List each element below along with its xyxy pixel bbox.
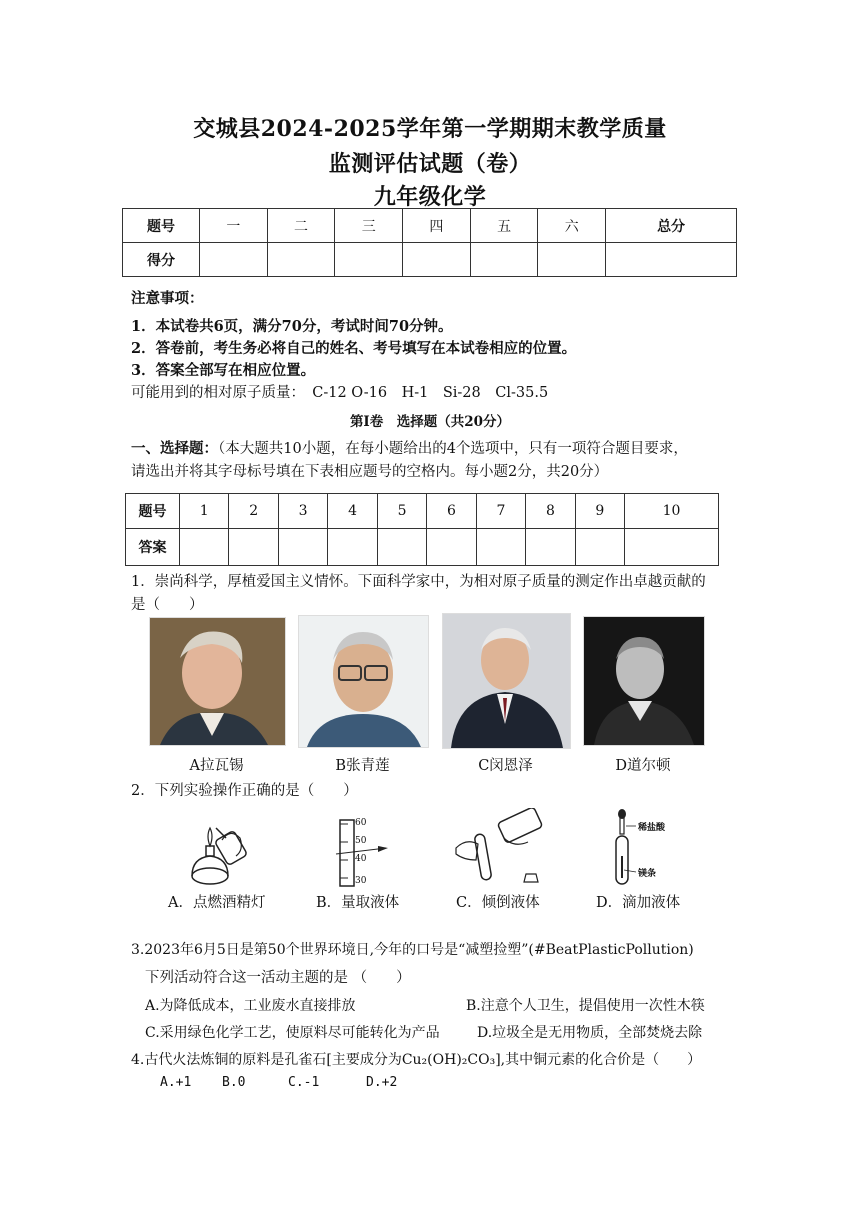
pouring-liquid-illustration: [452, 808, 552, 890]
answer-number: 6: [427, 494, 476, 529]
score-table-header-cell: 二: [267, 209, 335, 243]
score-cell[interactable]: [403, 243, 471, 277]
q4-option-a: A.+1: [160, 1075, 192, 1090]
dropper-illustration: [600, 806, 680, 890]
notes-item: 2．答卷前，考生务必将自己的姓名、考号填写在本试卷相应的位置。: [131, 340, 577, 357]
cylinder-tick-label: 30: [355, 876, 367, 886]
score-table-header-cell: 总分: [606, 209, 737, 243]
portrait-dalton-image: [583, 616, 705, 746]
q3-line-1: 3.2023年6月5日是第50个世界环境日,今年的口号是“减塑捡塑”(#BeatPlasticPollution): [131, 942, 694, 958]
q4-option-d: D.+2: [366, 1075, 398, 1090]
answer-cell[interactable]: [278, 529, 327, 566]
score-cell[interactable]: [200, 243, 268, 277]
cylinder-tick-label: 40: [355, 854, 367, 864]
answer-cell[interactable]: [575, 529, 624, 566]
q3-option-c: C.采用绿色化学工艺，使原料尽可能转化为产品: [145, 1025, 440, 1041]
score-table-header-cell: 六: [538, 209, 606, 243]
title-line-2: 监测评估试题（卷）: [328, 151, 532, 177]
q1-line-2: 是（ ）: [131, 597, 204, 613]
q2-option-b: B．量取液体: [316, 895, 400, 911]
q3-option-b: B.注意个人卫生，提倡使用一次性木筷: [466, 998, 705, 1014]
section-title: 第Ⅰ卷 选择题（共20分）: [349, 414, 511, 430]
score-row-label: 得分: [123, 243, 200, 277]
portrait-lavoisier-image: [149, 617, 286, 746]
q1-option-c: C闵恩泽: [478, 758, 533, 774]
score-table: [122, 208, 737, 277]
portrait-min-enze-image: [442, 613, 571, 749]
q2-option-d: D．滴加液体: [596, 895, 681, 911]
cylinder-tick-label: 50: [355, 836, 367, 846]
q3-option-d: D.垃圾全是无用物质，全部焚烧去除: [477, 1025, 703, 1041]
cylinder-tick-label: 60: [355, 818, 367, 828]
score-table-header-cell: 四: [403, 209, 471, 243]
q4-stem: [131, 1049, 701, 1069]
answer-cell[interactable]: [427, 529, 476, 566]
answer-number: 9: [575, 494, 624, 529]
score-cell[interactable]: [267, 243, 335, 277]
answer-table-header: 题号: [126, 494, 180, 529]
atomic-mass-line: 可能用到的相对原子质量： C-12 O-16 H-1 Si-28 Cl-35.5: [131, 385, 549, 401]
q4-stem-before: 4.古代火法炼铜的原料是孔雀石[主要成分为: [131, 1052, 402, 1068]
score-table-header-cell: 五: [470, 209, 538, 243]
q2-stem: 2．下列实验操作正确的是（ ）: [131, 783, 358, 799]
answer-cell[interactable]: [229, 529, 278, 566]
q2-option-c: C．倾倒液体: [456, 895, 540, 911]
score-cell[interactable]: [470, 243, 538, 277]
notes-item: 3．答案全部写在相应位置。: [131, 362, 316, 379]
answer-cell[interactable]: [377, 529, 426, 566]
section-heading: 一、选择题：: [131, 440, 218, 457]
q1-option-d: D道尔顿: [615, 758, 671, 774]
q4-stem-after: ],其中铜元素的化合价是（ ）: [495, 1052, 702, 1068]
title-line-1: 交城县2024-2025学年第一学期期末教学质量: [193, 116, 667, 142]
score-cell[interactable]: [538, 243, 606, 277]
score-cell[interactable]: [606, 243, 737, 277]
section-desc-line-1: （本大题共10小题，在每小题给出的4个选项中，只有一项符合题目要求，: [218, 441, 688, 457]
answer-cell[interactable]: [476, 529, 525, 566]
score-table-header-cell: 三: [335, 209, 403, 243]
section-desc-line-2: 请选出并将其字母标号填在下表相应题号的空格内。每小题2分，共20分）: [131, 464, 609, 480]
q1-line-1: 1．崇尚科学，厚植爱国主义情怀。下面科学家中，为相对原子质量的测定作出卓越贡献的: [131, 574, 706, 590]
q4-option-b: B.0: [222, 1075, 246, 1090]
q2-option-a: A．点燃酒精灯: [168, 895, 266, 911]
notes-item: 1．本试卷共6页，满分70分，考试时间70分钟。: [131, 318, 453, 335]
q4-option-c: C.-1: [288, 1075, 320, 1090]
notes-heading: 注意事项：: [131, 290, 204, 307]
answer-row-label: 答案: [126, 529, 180, 566]
answer-number: 7: [476, 494, 525, 529]
score-table-header-cell: 一: [200, 209, 268, 243]
answer-number: 5: [377, 494, 426, 529]
score-cell[interactable]: [335, 243, 403, 277]
dropper-label-acid: 稀盐酸: [638, 823, 666, 833]
answer-number: 2: [229, 494, 278, 529]
answer-cell[interactable]: [180, 529, 229, 566]
score-table-header-cell: 题号: [123, 209, 200, 243]
answer-number: 3: [278, 494, 327, 529]
answer-cell[interactable]: [328, 529, 377, 566]
answer-table: [125, 493, 719, 566]
answer-cell[interactable]: [625, 529, 719, 566]
q3-line-2: 下列活动符合这一活动主题的是 （ ）: [145, 970, 411, 986]
answer-number: 4: [328, 494, 377, 529]
q3-option-a: A.为降低成本，工业废水直接排放: [145, 998, 356, 1014]
title-line-3: 九年级化学: [373, 184, 487, 210]
q1-option-b: B张青莲: [335, 758, 390, 774]
portrait-zhang-qinglian-image: [298, 615, 429, 748]
q1-option-a: A拉瓦锡: [189, 758, 244, 774]
answer-cell[interactable]: [526, 529, 575, 566]
answer-number: 1: [180, 494, 229, 529]
alcohol-lamp-illustration: [186, 820, 256, 886]
answer-number: 8: [526, 494, 575, 529]
graduated-cylinder-illustration: [326, 816, 396, 890]
dropper-label-magnesium: 镁条: [638, 869, 657, 879]
answer-number: 10: [625, 494, 719, 529]
q4-formula: Cu₂(OH)₂CO₃: [401, 1052, 496, 1068]
